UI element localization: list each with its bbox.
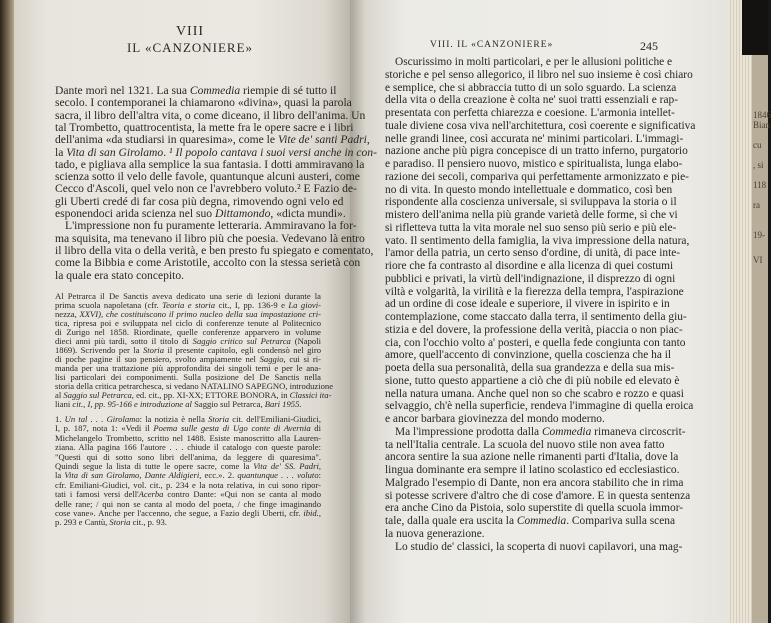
- italic-text: Teoria e storia: [162, 300, 216, 310]
- text: (Napoli: [290, 336, 321, 346]
- italic-text: Vita de' SS. Padri: [253, 461, 319, 471]
- next-page-fragment: 1846: [753, 110, 771, 120]
- text: I, p. 187, nota 1: «Vedi il: [55, 423, 154, 434]
- page-number: 245: [640, 39, 658, 53]
- text: amore, quell'accento di convinzione, quella coscienza che ha il: [385, 349, 672, 362]
- body-line: [385, 107, 675, 119]
- next-page-fragment: , si: [753, 160, 764, 170]
- italic-text: Vita di san Girolamo, Dante Aldigieri: [64, 470, 200, 481]
- body-line: [385, 374, 680, 387]
- body-line: [55, 84, 337, 97]
- text: lisi particolari dei componimenti. Sulla posizione del De Sanctis nella: [55, 372, 321, 382]
- text: e paradiso. Il pensiero nuovo, mistico e spiritualista, lunga elabo-: [385, 158, 683, 170]
- body-line: [55, 145, 377, 159]
- italic-text: ibid.: [303, 508, 319, 518]
- text: cit., p. 93.: [130, 517, 167, 528]
- text: nezza: [55, 309, 75, 319]
- body-line: [385, 247, 681, 260]
- background-corner: [742, 0, 768, 55]
- text: si rifletteva tutta la vita morale nel suo senso più serio e più ele-: [385, 221, 677, 234]
- text: sione, tutto questo appartiene a ciò che di più nobile ed elevato è: [385, 374, 680, 387]
- text: dell'anima «da studiarsi in quaresima», come le: [55, 133, 278, 147]
- text: Cecco d'Ascoli, quel velo non ce l'avrebbero voluto.² E Fazio de-: [55, 182, 357, 196]
- body-line: [55, 170, 360, 184]
- text: Malgrado l'esempio di Dante, non era ancora stabilito che in rima: [385, 476, 684, 489]
- body-line: [395, 56, 673, 68]
- body-line: [385, 260, 674, 272]
- text: 1.: [55, 414, 65, 424]
- text: :: [318, 470, 322, 481]
- next-page-fragment: ra: [753, 200, 760, 210]
- body-line: [55, 157, 365, 171]
- body-line: [385, 528, 658, 540]
- text: contro Dante: «Qui non se canta al modo: [163, 489, 321, 500]
- text: L'impressione non fu puramente letteraria. Ammiravano la for-: [65, 219, 357, 233]
- text: rimaneva circoscrit-: [591, 425, 686, 438]
- text: il libro della vita o della verità, e ben presto fu spiegato e comentato,: [55, 243, 374, 257]
- text: della vita o della creazione è colta ne' suoi tratti essenziali e rap-: [385, 94, 679, 107]
- text: stizia e del dovere, la professione della verità, piaccia o non piac-: [385, 323, 683, 336]
- body-line: [385, 476, 684, 489]
- next-page-peek: [752, 55, 771, 623]
- italic-text: , XXVI), che costituiscono il primo nucleo della sua impostazione cri-: [74, 309, 321, 319]
- body-line: [385, 94, 679, 107]
- next-page-fragment: VI: [753, 255, 763, 265]
- running-head: VIII. IL «CANZONIERE»: [430, 40, 554, 50]
- text: di Zurigo nel 1858. Riordinate, quelle conferenze apparvero in volume: [55, 327, 321, 337]
- body-line: [385, 68, 693, 81]
- text: .: [163, 145, 167, 159]
- text: storiche e pel senso allegorico, il libro nel suo insieme è così chiaro: [385, 68, 693, 81]
- next-page-fragment: Bian: [753, 120, 770, 130]
- text: cose vane». Anche per l'accenno, che segue, a Fazio degli Uberti, cfr.: [55, 508, 304, 518]
- italic-text: Poema sulle gesta di Ugo conte di Avernia: [153, 423, 311, 434]
- text: manda per una trattazione più approfondita dei singoli temi e per le ana-: [55, 363, 321, 373]
- text: prima scuola napoletana (cfr.: [55, 300, 163, 310]
- text: dieci anni più tardi, sotto il titolo di: [55, 336, 193, 346]
- italic-text: Storia: [142, 345, 164, 355]
- text: ta nell'Italia centrale. La scuola del nuovo stile non avea fatto: [385, 438, 665, 451]
- body-line: [55, 243, 374, 257]
- body-line: [385, 132, 684, 145]
- text: p. 293 e Cantù,: [55, 517, 110, 528]
- body-line: [55, 194, 344, 208]
- text: e ancor barbara giovinezza del mondo moderno.: [385, 413, 605, 425]
- body-line: [385, 285, 684, 298]
- body-line: [385, 183, 673, 196]
- next-page-fragment: 118: [753, 180, 767, 190]
- text: liani: [55, 399, 71, 409]
- italic-text: Classici ita-: [289, 390, 332, 400]
- italic-text: quantunque . . . voluto: [237, 470, 319, 481]
- body-line: [385, 349, 672, 362]
- italic-text: Commedia: [516, 515, 567, 527]
- text: tati i famosi versi dell': [55, 489, 139, 500]
- body-line: [385, 234, 690, 247]
- body-line: [55, 207, 346, 220]
- text: scienza sotto il velo delle favole, quantunque alcuni austeri, come: [55, 170, 360, 184]
- body-line: [385, 515, 676, 527]
- body-line: [385, 170, 689, 183]
- text: , ed. cit., pp. XI-XX; ETTORE BONORA, in: [131, 390, 290, 400]
- text: ,: [318, 461, 321, 471]
- body-line: [55, 182, 357, 196]
- text: . Compariva sulla scena: [566, 515, 676, 527]
- text: al: [55, 390, 64, 400]
- text: rispondente alla coscienza universale, si sviluppava la storia o il: [385, 196, 677, 209]
- text: tuale diviene cosa viva nell'architettura, così coerente e significativa: [385, 119, 696, 132]
- body-line: [385, 119, 696, 132]
- italic-text: Dittamondo: [215, 207, 271, 220]
- body-line: [385, 400, 694, 413]
- intro-note-line: [55, 399, 321, 409]
- body-line: [385, 81, 677, 94]
- italic-text: cit., I, pp. 95-166 e introduzione al: [70, 399, 195, 409]
- italic-text: Vita di san Girolamo: [66, 145, 164, 159]
- body-line: [385, 438, 665, 451]
- text: Lo studio de' classici, la scoperta di nuovi capilavori, una mag-: [395, 540, 683, 553]
- text: tica, ripresa poi e sviluppata nel ciclo di conferenze tenute al Politecnico: [55, 318, 321, 328]
- text: il presente capitolo, egli condensò nel giro: [164, 345, 321, 355]
- text: no di vita. In questo mondo intellettuale e dommatico, così ben: [385, 183, 673, 196]
- chapter-title: IL «CANZONIERE»: [126, 40, 254, 55]
- body-line: [65, 219, 357, 233]
- text: nelle grandi linee, così accurata ne' minimi particolari. L'immagi-: [385, 132, 684, 145]
- text: secolo. I contemporanei la chiamarono «divina», quasi la parola: [55, 96, 352, 110]
- body-line: [385, 336, 686, 349]
- body-line: [385, 221, 677, 234]
- text: la nuova generazione.: [385, 527, 485, 540]
- text: ma squisita, ma tenevano il libro più che poesia. Vedevano là entro: [55, 231, 365, 245]
- text: la: [55, 470, 65, 481]
- text: storia della critica petrarchesca, si vedano NATALINO SAPEGNO, introduzione: [55, 381, 334, 391]
- text: l'amor della patria, un certo senso d'ordine, di unità, di pace inte-: [385, 247, 681, 260]
- body-line: [55, 231, 365, 245]
- italic-text: ¹ Il popolo cantava i suoi versi anche in con-: [166, 145, 377, 159]
- body-line: [55, 120, 354, 134]
- body-line: [55, 133, 370, 147]
- text: lingua dominante era sempre il latino scolastico ed ecclesiastico.: [385, 464, 680, 476]
- text: e semplice, che si abbraccia tutto di un solo sguardo. La scienza: [385, 81, 677, 94]
- text: pubblici e privati, la virtù dell'indignazione, il disprezzo di ogni: [385, 272, 676, 285]
- text: : la notizia è nella: [139, 414, 209, 424]
- body-line: [385, 464, 680, 476]
- text: ziana. Alla pagina 166 l'autore . . . chiude il catalogo con queste parole:: [55, 442, 321, 453]
- text: , cui si ri-: [283, 354, 321, 364]
- text: la quale era stato concepito.: [55, 268, 185, 282]
- text: riore che fa contrasto al disordine e alla licenza di quei costumi: [385, 260, 674, 272]
- body-line: [385, 451, 679, 464]
- text: tal Trombetto, quattrocentista, la mette fra le opere sacre e i libri: [55, 120, 354, 134]
- text: Al Petrarca il De Sanctis aveva dedicato una serie di lezioni durante la: [55, 291, 321, 301]
- text: era anche Cino da Pistoia, solo superstite di quella scuola immor-: [385, 502, 684, 515]
- next-page-fragment: cu: [753, 140, 762, 150]
- text: contemplazione, come staccato dalla terra, il sentimento della giu-: [385, 311, 687, 323]
- text: 1869). Scrivendo per la: [55, 345, 143, 355]
- text: Quindi segue la lista di tutte le opere sacre, come la: [55, 461, 254, 471]
- body-line: [385, 362, 675, 374]
- text: mistero dell'anima nella più grande varietà delle forme, sì che vi: [385, 209, 678, 221]
- text: cia, con l'occhio volto a' posteri, e quella fede congiunta con tanto: [385, 336, 686, 349]
- chapter-number: VIII: [175, 24, 205, 39]
- italic-text: Un tal . . . Girolamo: [64, 414, 140, 424]
- body-line: [385, 145, 688, 158]
- text: tado, e pigliava alla semplice la sua fantasia. I dotti ammiravano la: [55, 157, 365, 171]
- text: nella natura umana. Anche quel non so che scabro e rozzo e quasi: [385, 387, 684, 400]
- body-line: [385, 298, 670, 311]
- italic-text: Saggio sul Petrarca: [63, 390, 132, 400]
- body-line: [385, 158, 683, 170]
- text: "Questi qui di sotto sono libri dell'anima, da leggere di quaresima".: [55, 451, 321, 462]
- text: Saggio sul Petrarca: [194, 399, 261, 409]
- text: si potesse scrivere d'altro che di cose d'amore. E in questa sentenza: [385, 489, 691, 502]
- italic-text: Storia: [109, 517, 131, 528]
- text: ,: [366, 133, 370, 147]
- italic-text: Commedia: [541, 425, 592, 438]
- italic-text: , Bari 1955.: [260, 399, 302, 409]
- text: nazione anche più pigra concepisce di un tratto inferno, purgatorio: [385, 145, 688, 158]
- text: tale, dalla quale era uscita la: [385, 515, 517, 527]
- italic-text: Vite de' santi Padri: [277, 133, 367, 147]
- body-line: [385, 272, 676, 285]
- italic-text: Saggio critico sul Petrarca: [192, 336, 291, 346]
- text: gli Uberti credé di far cosa più degna, rimovendo ogni velo ed: [55, 194, 344, 208]
- footnote-line: [55, 517, 321, 527]
- text: cfr. Emiliani-Giudici, vol. cit., p. 234 e la nota relativa, in cui sono ripor-: [55, 479, 321, 490]
- text: delle rane; / qui non se canta al modo del poeta, / che finge imaginando: [55, 498, 321, 509]
- body-line: [385, 323, 683, 336]
- text: di poche pagine il suo pensiero, svolto ampiamente nel: [55, 354, 260, 364]
- text: cit. dell'Emiliani-Giudici,: [229, 414, 322, 424]
- next-page-fragment: 19-: [753, 230, 765, 240]
- text: razione dei secoli, compariva qui perfettamente armonizzato e pie-: [385, 170, 689, 183]
- body-line: [395, 540, 683, 553]
- body-line: [395, 425, 686, 438]
- text: riempie di sé tutto il: [240, 84, 337, 97]
- body-line: [55, 108, 366, 122]
- text: come la Bibbia e come Aristotile, accolto con la stessa serietà con: [55, 256, 361, 270]
- body-line: [55, 269, 321, 282]
- text: di: [310, 423, 321, 434]
- text: presentata con perfetta chiarezza e coesione. L'armonia intellet-: [385, 107, 675, 119]
- italic-text: Saggio: [259, 354, 284, 364]
- body-line: [55, 256, 361, 270]
- text: vato. Il sentimento della famiglia, la viva impressione della natura,: [385, 234, 690, 247]
- text: , ecc.». 2.: [199, 470, 238, 481]
- body-line: [385, 413, 658, 425]
- italic-text: Commedia: [189, 84, 241, 97]
- text: poeta della sua personalità, della sua grandezza e della sua mis-: [385, 362, 675, 374]
- text: , «dicta mundi».: [270, 207, 346, 220]
- body-line: [385, 196, 677, 209]
- body-line: [55, 96, 352, 110]
- text: Dante morì nel 1321. La sua: [55, 84, 190, 97]
- body-line: [385, 311, 687, 323]
- body-line: [385, 489, 691, 502]
- text: ancora sentire la sua azione nelle rimanenti parti d'Italia, dove la: [385, 451, 679, 464]
- text: la: [55, 145, 67, 159]
- text: Ma l'impressione prodotta dalla: [395, 425, 542, 438]
- text: cit., I, pp. 136-9 e: [215, 300, 289, 310]
- text: ,: [318, 508, 321, 518]
- body-line: [385, 209, 678, 221]
- text: sacra, il libro dell'altra vita, o come diceano, il libro dell'anima. Un: [55, 108, 366, 122]
- text: ad un ordine di cose ideale e superiore, il vivere in ispirito e in: [385, 298, 670, 311]
- italic-text: La giovi-: [288, 300, 321, 310]
- text: Oscurissimo in molti particolari, e per le allusioni politiche e: [395, 56, 673, 68]
- text: Michelangelo Trombetto, scritto nel 1488. Esiste manoscritto alla Lauren-: [55, 432, 321, 443]
- body-line: [385, 502, 684, 515]
- italic-text: Storia: [208, 414, 230, 424]
- italic-text: Acerba: [138, 489, 164, 500]
- text: esponendoci arida scienza nel suo: [55, 207, 215, 220]
- body-line: [385, 387, 684, 400]
- text: viltà e volgarità, la virilità e la fierezza della tempra, l'aspirazione: [385, 285, 684, 298]
- text: selvaggio, ch'è nella superficie, rendeva l'immagine di quella eroica: [385, 400, 694, 413]
